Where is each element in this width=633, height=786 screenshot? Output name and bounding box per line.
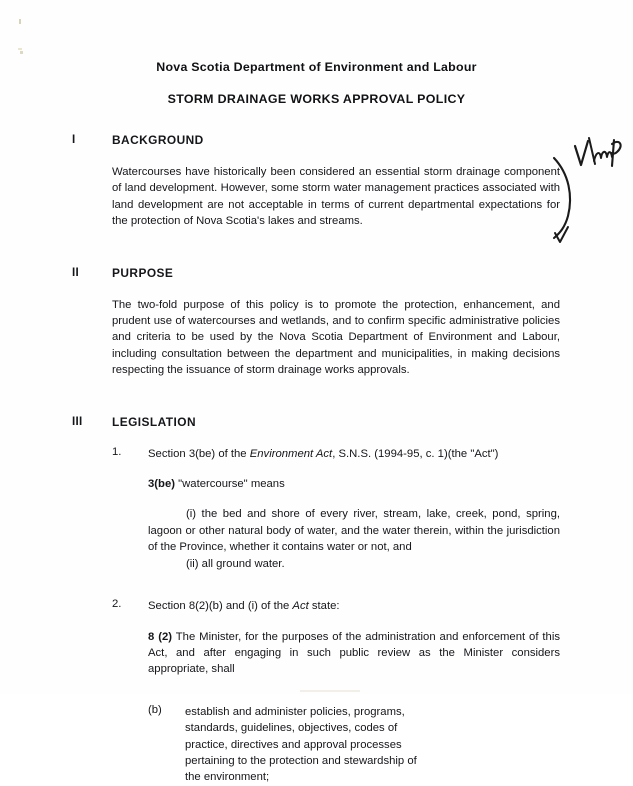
purpose-paragraph: The two-fold purpose of this policy is to promote the protection, enhancement, and prudent use of watercourses and wetlands, and to confirm specific administrative policies and criteria to be used by the Nova Scotia Department of Environment and Labour, including consultation between the department and municipalities, in making decisions respecting the issuance of storm drainage works approvals.: [112, 298, 560, 377]
section-8-2-quote: [0, 629, 633, 678]
spacer: [0, 678, 633, 704]
clause-ii-text: (ii) all ground water.: [186, 557, 285, 570]
statute-name-italic: Act: [292, 600, 309, 613]
list-marker: 2.: [112, 598, 122, 611]
section-heading-purpose: [0, 266, 633, 286]
definition-term: "watercourse" means: [175, 478, 285, 491]
document-title-block: [0, 60, 633, 106]
section-title: BACKGROUND: [112, 133, 204, 147]
document-title: STORM DRAINAGE WORKS APPROVAL POLICY: [167, 92, 466, 106]
watercourse-clause-ii: [0, 556, 633, 572]
background-paragraph: Watercourses have historically been considered an essential storm drainage component of land development. However, some storm water management practices associated with land development are not acceptable in terms of current departmental expectations for the protection of Nova Scotia's lakes and streams.: [112, 166, 560, 228]
section-legislation: [0, 415, 633, 786]
citation-suffix: , S.N.S. (1994-95, c. 1)(the "Act"): [332, 447, 499, 460]
section-numeral: II: [72, 265, 80, 279]
organization-name: Nova Scotia Department of Environment and Labour: [156, 60, 477, 74]
scan-speckle: [18, 48, 22, 50]
citation-suffix: state:: [308, 600, 340, 613]
statute-name-italic: Environment Act: [249, 447, 333, 460]
legislation-item-1-text: [0, 446, 633, 462]
document-body: [0, 133, 633, 786]
legislation-subitem-b: [0, 704, 633, 786]
section-title: PURPOSE: [112, 265, 174, 280]
section-title: LEGISLATION: [112, 414, 196, 429]
scan-speckle: [19, 19, 21, 24]
list-marker: 1.: [112, 445, 122, 458]
subitem-b-text: establish and administer policies, programs, standards, guidelines, objectives, codes of practice, directives and approval processes pertaining to the protection and stewardship of the environment;: [185, 705, 417, 784]
legislation-item-1: [0, 446, 633, 462]
subsection-text: The Minister, for the purposes of the administration and enforcement of this Act, and after engaging in such public review as the Minister considers appropriate, shall: [148, 630, 560, 676]
scan-speckle: [20, 51, 23, 54]
section-heading-legislation: [0, 415, 633, 435]
spacer: [0, 492, 633, 506]
spacer: [0, 615, 633, 629]
citation-prefix: Section 3(be) of the: [148, 447, 250, 460]
section-purpose: [0, 266, 633, 379]
watercourse-clause-i: [0, 506, 633, 555]
subsection-number: 8 (2): [148, 630, 173, 643]
section-numeral: III: [72, 414, 83, 428]
watercourse-definition-lead: [0, 476, 633, 492]
legislation-item-2-text: [0, 598, 633, 614]
section-background: [0, 133, 633, 230]
spacer: [0, 230, 633, 266]
spacer: [0, 462, 633, 476]
section-heading-background: [0, 133, 633, 153]
spacer: [0, 379, 633, 415]
definition-number: 3(be): [148, 478, 175, 491]
section-numeral: I: [72, 133, 76, 146]
citation-prefix: Section 8(2)(b) and (i) of the: [148, 600, 293, 613]
legislation-item-2: [0, 598, 633, 614]
spacer: [0, 572, 633, 598]
list-marker: (b): [148, 703, 162, 716]
clause-i-text: (i) the bed and shore of every river, stream, lake, creek, pond, spring, lagoon or other natural body of water, and the water therein, within the jurisdiction of the Province, whether it contains water or not, and: [148, 508, 560, 554]
